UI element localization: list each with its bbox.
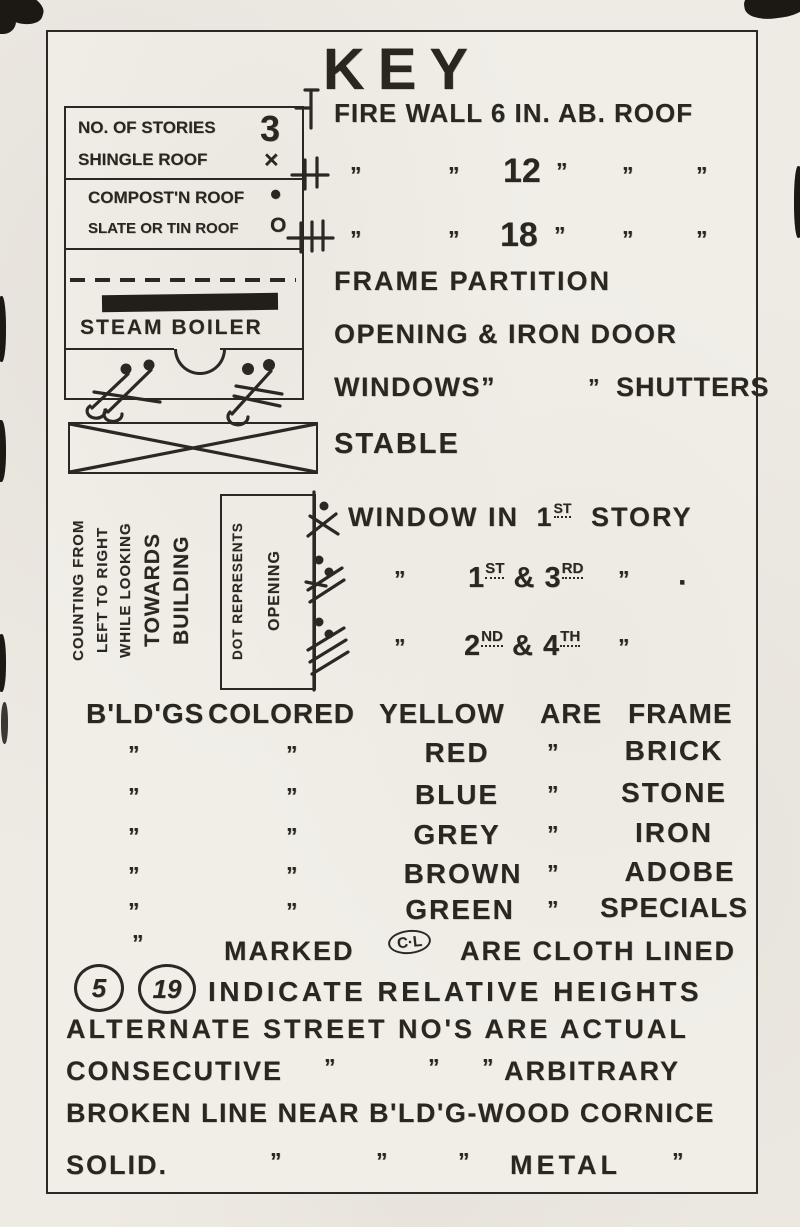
scan-artifact (0, 296, 6, 362)
dot-box-line: OPENING (266, 550, 283, 632)
ordinal-suffix: TH (560, 629, 580, 647)
stable-symbol (68, 422, 318, 474)
counting-note-line: LEFT TO RIGHT (94, 526, 111, 654)
key-legend-frame (46, 30, 770, 1194)
scan-artifact (1, 702, 8, 744)
shingle-roof-label: SHINGLE ROOF (78, 150, 208, 169)
color-name: BLUE (414, 779, 500, 810)
color-name: GREY (413, 819, 501, 850)
ampersand: & (513, 562, 536, 594)
windows-label: WINDOWS” (334, 372, 496, 402)
ditto-mark: ” (128, 898, 138, 924)
dot-box-line: DOT REPRESENTS (230, 522, 245, 660)
legend-line-opening-iron-door: OPENING & IRON DOOR (334, 319, 678, 349)
ditto-mark: ” (132, 930, 142, 956)
ditto-mark: ” (286, 898, 296, 924)
box-divider (220, 348, 302, 350)
color-name: RED (424, 737, 490, 768)
story-number: 3 (544, 562, 562, 594)
box-divider (66, 348, 174, 350)
ditto-mark: ” (270, 1148, 280, 1174)
scan-artifact (0, 634, 6, 692)
dot-represents-opening-box (220, 494, 316, 690)
ditto-mark: ” (286, 823, 296, 849)
ditto-mark: ” (448, 162, 458, 188)
col-color: YELLOW (379, 698, 505, 729)
legend-line-firewall-6: FIRE WALL 6 IN. AB. ROOF (334, 98, 694, 128)
ordinal-suffix: ND (481, 629, 503, 647)
ditto-mark: ” (482, 1054, 492, 1080)
story-number: 4 (543, 630, 561, 662)
firewall-tick-18in-icon (288, 218, 336, 256)
stories-1st-3rd (468, 562, 583, 595)
ditto-mark: ” (286, 741, 296, 767)
are-cloth-lined-text: ARE CLOTH LINED (460, 936, 736, 966)
material-name: STONE (621, 777, 727, 808)
box-divider (66, 248, 302, 250)
ditto-mark: ” (547, 860, 557, 886)
color-name: GREEN (405, 894, 515, 925)
windows-shutters-symbol (66, 356, 302, 432)
stories-label: NO. OF STORIES (78, 118, 216, 137)
counting-note-line: BUILDING (170, 535, 193, 645)
height-badge-5: 5 (74, 964, 124, 1012)
metal-text: METAL (510, 1150, 621, 1180)
col-colored: COLORED (208, 698, 355, 729)
shutters-label: SHUTTERS (616, 372, 770, 402)
slate-tin-roof-symbol: O (270, 214, 287, 237)
story-number: 2 (464, 630, 482, 662)
page-title: KEY (322, 37, 482, 102)
material-name: IRON (635, 817, 713, 848)
steam-boiler-symbol (102, 293, 278, 312)
stories-symbol: 3 (260, 108, 281, 149)
ditto-mark: ” (350, 162, 360, 188)
legend-line-frame-partition: FRAME PARTITION (334, 266, 611, 296)
firewall-18-value: 18 (500, 216, 538, 254)
counting-note-line: TOWARDS (141, 533, 164, 647)
ditto-mark: ” (696, 162, 706, 188)
scan-artifact (0, 420, 6, 482)
ditto-mark: ” (448, 226, 458, 252)
ditto-mark: ” (547, 739, 557, 765)
period-mark: · (678, 566, 688, 599)
counting-note-line: WHILE LOOKING (117, 522, 134, 658)
compostn-roof-symbol: • (270, 176, 282, 212)
ditto-mark: ” (672, 1148, 682, 1174)
stable-x-icon (70, 424, 316, 472)
ordinal-suffix: RD (562, 561, 584, 579)
ditto-mark: ” (458, 1148, 468, 1174)
ditto-mark: ” (556, 158, 566, 184)
height-badge-19: 19 (138, 964, 196, 1014)
story-number: 1 (468, 562, 486, 594)
ditto-mark: ” (286, 862, 296, 888)
window-story-symbols (306, 492, 352, 692)
ditto-mark: ” (547, 896, 557, 922)
material-name: BRICK (624, 735, 724, 766)
box-divider (66, 178, 302, 180)
stories-roof-symbol-box (64, 106, 304, 400)
firewall-tick-12in-icon (292, 156, 332, 194)
shingle-roof-symbol: × (264, 146, 279, 174)
ditto-mark: ” (324, 1054, 334, 1080)
firewall-tick-6in-icon (296, 86, 328, 134)
firewall-12-value: 12 (503, 152, 541, 190)
ditto-mark: ” (394, 634, 404, 660)
ditto-mark: ” (128, 741, 138, 767)
ampersand: & (511, 630, 534, 662)
ditto-mark: ” (128, 823, 138, 849)
ditto-mark: ” (547, 821, 557, 847)
col-are: ARE (540, 698, 603, 729)
ditto-mark: ” (376, 1148, 386, 1174)
arbitrary-text: ARBITRARY (504, 1056, 680, 1086)
ditto-mark: ” (394, 566, 404, 592)
ditto-mark: ” (618, 634, 628, 660)
relative-heights-text: INDICATE RELATIVE HEIGHTS (208, 976, 703, 1007)
ditto-mark: ” (547, 781, 557, 807)
ditto-mark: ” (128, 783, 138, 809)
legend-line-window-1st-story (348, 502, 693, 533)
color-name: BROWN (403, 858, 523, 889)
window-in-text: WINDOW IN (348, 502, 519, 532)
material-name: SPECIALS (599, 892, 749, 923)
ordinal-suffix: ST (485, 561, 504, 579)
counting-note-line: COUNTING FROM (70, 519, 87, 661)
col-bldgs: B'LD'GS (86, 698, 205, 729)
marked-text: MARKED (224, 936, 355, 966)
compostn-roof-label: COMPOST'N ROOF (88, 188, 245, 207)
ditto-mark: ” (428, 1054, 438, 1080)
ditto-mark: ” (350, 226, 360, 252)
ditto-mark: ” (622, 162, 632, 188)
scan-artifact (794, 166, 800, 238)
stories-2nd-4th (464, 630, 580, 663)
consecutive-text: CONSECUTIVE (66, 1056, 284, 1086)
col-material: FRAME (628, 698, 733, 729)
cloth-lined-badge: C·L (387, 928, 432, 956)
note-alternate-street: ALTERNATE STREET NO'S ARE ACTUAL (66, 1014, 689, 1044)
story-text: STORY (590, 502, 693, 532)
ditto-mark: ” (622, 226, 632, 252)
ditto-mark: ” (286, 783, 296, 809)
ditto-mark: ” (696, 226, 706, 252)
frame-partition-symbol (70, 278, 296, 282)
steam-boiler-label: STEAM BOILER (80, 316, 263, 339)
solid-text: SOLID. (66, 1150, 169, 1180)
ditto-mark: ” (554, 222, 564, 248)
scan-artifact (742, 0, 800, 22)
note-broken-line: BROKEN LINE NEAR B'LD'G-WOOD CORNICE (66, 1098, 715, 1128)
ditto-mark: ” (618, 566, 628, 592)
material-name: ADOBE (624, 856, 736, 887)
legend-line-stable: STABLE (334, 428, 460, 460)
story-number: 1 (536, 502, 554, 532)
ordinal-suffix: ST (554, 501, 572, 518)
ditto-mark: ” (588, 374, 598, 400)
slate-tin-roof-label: SLATE OR TIN ROOF (88, 220, 239, 237)
ditto-mark: ” (128, 862, 138, 888)
